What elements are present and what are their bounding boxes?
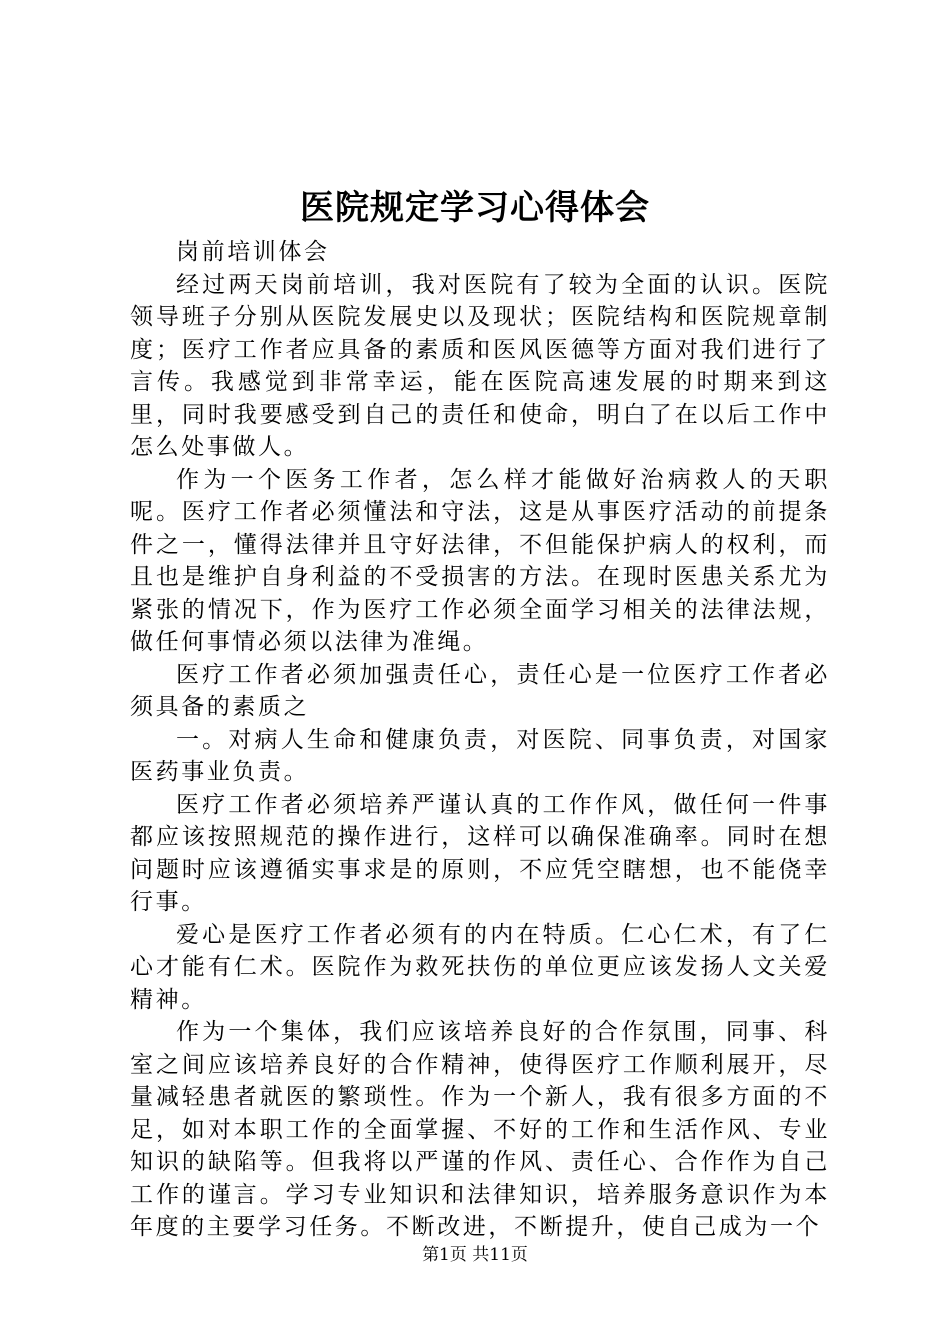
document-title: 医院规定学习心得体会 bbox=[300, 188, 650, 228]
paragraph: 作为一个医务工作者，怎么样才能做好治病救人的天职呢。医疗工作者必须懂法和守法，这是从事医疗活动的前提条件之一，懂得法律并且守好法律，不但能保护病人的权利，而且也是维护自身利益的不受损害的方法。在现时医患关系尤为紧张的情况下，作为医疗工作必须全面学习相关的法律法规，做任何事情必须以法律为准绳。 bbox=[130, 466, 830, 655]
document-body bbox=[130, 236, 830, 1244]
paragraph: 医疗工作者必须培养严谨认真的工作作风，做任何一件事都应该按照规范的操作进行，这样可以确保准确率。同时在想问题时应该遵循实事求是的原则，不应凭空瞎想，也不能侥幸行事。 bbox=[130, 791, 830, 915]
page-total: 共11页 bbox=[472, 1245, 528, 1265]
paragraph: 作为一个集体，我们应该培养良好的合作氛围，同事、科室之间应该培养良好的合作精神，使得医疗工作顺利展开，尽量减轻患者就医的繁琐性。作为一个新人，我有很多方面的不足，如对本职工作的全面掌握、不好的工作和生活作风、专业知识的缺陷等。但我将以严谨的作风、责任心、合作作为自己工作的谨言。学习专业知识和法律知识，培养服务意识作为本年度的主要学习任务。不断改进，不断提升，使自己成为一个 bbox=[130, 1019, 830, 1240]
paragraph: 岗前培训体会 bbox=[176, 239, 330, 265]
paragraph: 一。对病人生命和健康负责，对医院、同事负责，对国家医药事业负责。 bbox=[130, 726, 830, 785]
page-number: 第1页 bbox=[422, 1245, 467, 1265]
paragraph: 经过两天岗前培训，我对医院有了较为全面的认识。医院领导班子分别从医院发展史以及现状；医院结构和医院规章制度；医疗工作者应具备的素质和医风医德等方面对我们进行了言传。我感觉到非常幸运，能在医院高速发展的时期来到这里，同时我要感受到自己的责任和使命，明白了在以后工作中怎么处事做人。 bbox=[130, 271, 830, 460]
paragraph: 爱心是医疗工作者必须有的内在特质。仁心仁术，有了仁心才能有仁术。医院作为救死扶伤的单位更应该发扬人文关爱精神。 bbox=[130, 921, 830, 1013]
page-footer bbox=[0, 1243, 950, 1267]
paragraph: 医疗工作者必须加强责任心，责任心是一位医疗工作者必须具备的素质之 bbox=[130, 661, 830, 720]
